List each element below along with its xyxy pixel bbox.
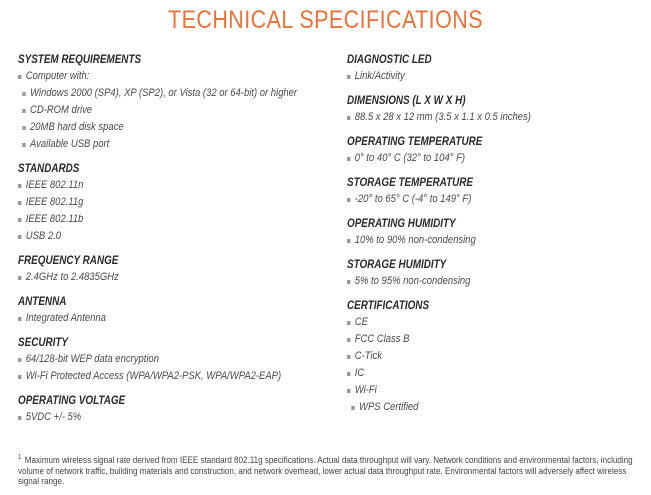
bullet-icon — [18, 201, 21, 205]
list-item: Integrated Antenna — [18, 310, 293, 327]
section-heading: OPERATING TEMPERATURE — [347, 136, 483, 148]
list-item: Link/Activity — [347, 68, 596, 85]
list-subitem: WPS Certified — [347, 399, 596, 416]
bullet-icon — [22, 109, 25, 113]
antenna-section — [18, 294, 338, 327]
bullet-icon — [18, 235, 21, 239]
storage-humidity-section — [347, 257, 637, 290]
section-heading: FREQUENCY RANGE — [18, 255, 119, 267]
list-item: IC — [347, 365, 596, 382]
diagnostic-led-section — [347, 52, 637, 85]
bullet-icon — [347, 280, 350, 284]
storage-temperature-section — [347, 175, 637, 208]
list-item: C-Tick — [347, 348, 596, 365]
frequency-range-section — [18, 253, 338, 286]
list-item: 10% to 90% non-condensing — [347, 232, 596, 249]
bullet-icon — [18, 375, 21, 379]
certifications-section — [347, 298, 637, 416]
list-item: -20° to 65° C (-4° to 149° F) — [347, 191, 596, 208]
bullet-icon — [18, 358, 21, 362]
footnote-marker: 1 — [18, 454, 22, 461]
list-subitem: 20MB hard disk space — [18, 119, 293, 136]
list-item: FCC Class B — [347, 331, 596, 348]
list-item: Wi-Fi Protected Access (WPA/WPA2-PSK, WPA/WPA2-EAP) — [18, 368, 293, 385]
list-item: 0° to 40° C (32° to 104° F) — [347, 150, 596, 167]
section-heading: OPERATING VOLTAGE — [18, 395, 126, 407]
section-heading: SYSTEM REQUIREMENTS — [18, 54, 142, 66]
section-heading: DIMENSIONS (L X W X H) — [347, 95, 466, 107]
list-item: USB 2.0 — [18, 228, 293, 245]
bullet-icon — [18, 184, 21, 188]
operating-temperature-section — [347, 134, 637, 167]
list-item: 88.5 x 28 x 12 mm (3.5 x 1.1 x 0.5 inches) — [347, 109, 596, 126]
list-item: Wi-Fi — [347, 382, 596, 399]
bullet-icon — [347, 198, 350, 202]
footnote — [18, 455, 637, 487]
section-heading: SECURITY — [18, 337, 69, 349]
bullet-icon — [347, 239, 350, 243]
operating-voltage-section — [18, 393, 338, 426]
bullet-icon — [347, 338, 350, 342]
list-subitem: Windows 2000 (SP4), XP (SP2), or Vista (32 or 64-bit) or higher — [18, 85, 293, 102]
section-heading: OPERATING HUMIDITY — [347, 218, 456, 230]
section-heading: STORAGE TEMPERATURE — [347, 177, 474, 189]
operating-humidity-section — [347, 216, 637, 249]
bullet-icon — [347, 389, 350, 393]
bullet-icon — [22, 126, 25, 130]
list-item: Computer with: — [18, 68, 293, 85]
dimensions-section — [347, 93, 637, 126]
right-column — [347, 52, 637, 424]
list-item: 5% to 95% non-condensing — [347, 273, 596, 290]
system-requirements-section — [18, 52, 338, 153]
list-subitem: Available USB port — [18, 136, 293, 153]
bullet-icon — [347, 116, 350, 120]
section-heading: STORAGE HUMIDITY — [347, 259, 447, 271]
list-item: CE — [347, 314, 596, 331]
bullet-icon — [347, 321, 350, 325]
list-item: IEEE 802.11g — [18, 194, 293, 211]
bullet-icon — [347, 157, 350, 161]
section-heading: DIAGNOSTIC LED — [347, 54, 432, 66]
list-item: IEEE 802.11n — [18, 177, 293, 194]
bullet-icon — [347, 75, 350, 79]
bullet-icon — [347, 355, 350, 359]
list-subitem: CD-ROM drive — [18, 102, 293, 119]
standards-section — [18, 161, 338, 245]
bullet-icon — [18, 218, 21, 222]
bullet-icon — [351, 406, 354, 410]
bullet-icon — [22, 92, 25, 96]
bullet-icon — [18, 276, 21, 280]
page-title: TECHNICAL SPECIFICATIONS — [168, 6, 483, 34]
bullet-icon — [22, 143, 25, 147]
security-section — [18, 335, 338, 385]
bullet-icon — [18, 317, 21, 321]
bullet-icon — [347, 372, 350, 376]
section-heading: ANTENNA — [18, 296, 67, 308]
list-item: IEEE 802.11b — [18, 211, 293, 228]
left-column — [18, 52, 338, 434]
list-item: 2.4GHz to 2.4835GHz — [18, 269, 293, 286]
bullet-icon — [18, 416, 21, 420]
footnote-text: Maximum wireless signal rate derived from IEEE standard 802.11g specifications. Actual data throughput will vary. Network conditions and environmental factors, including volume of network traffic, building materials and construction, and network overhead, lower actual data throughput rate. Environmental factors will adversely affect wireless signal range. — [18, 454, 633, 486]
list-item: 64/128-bit WEP data encryption — [18, 351, 293, 368]
bullet-icon — [18, 75, 21, 79]
list-item: 5VDC +/- 5% — [18, 409, 293, 426]
section-heading: CERTIFICATIONS — [347, 300, 430, 312]
section-heading: STANDARDS — [18, 163, 80, 175]
